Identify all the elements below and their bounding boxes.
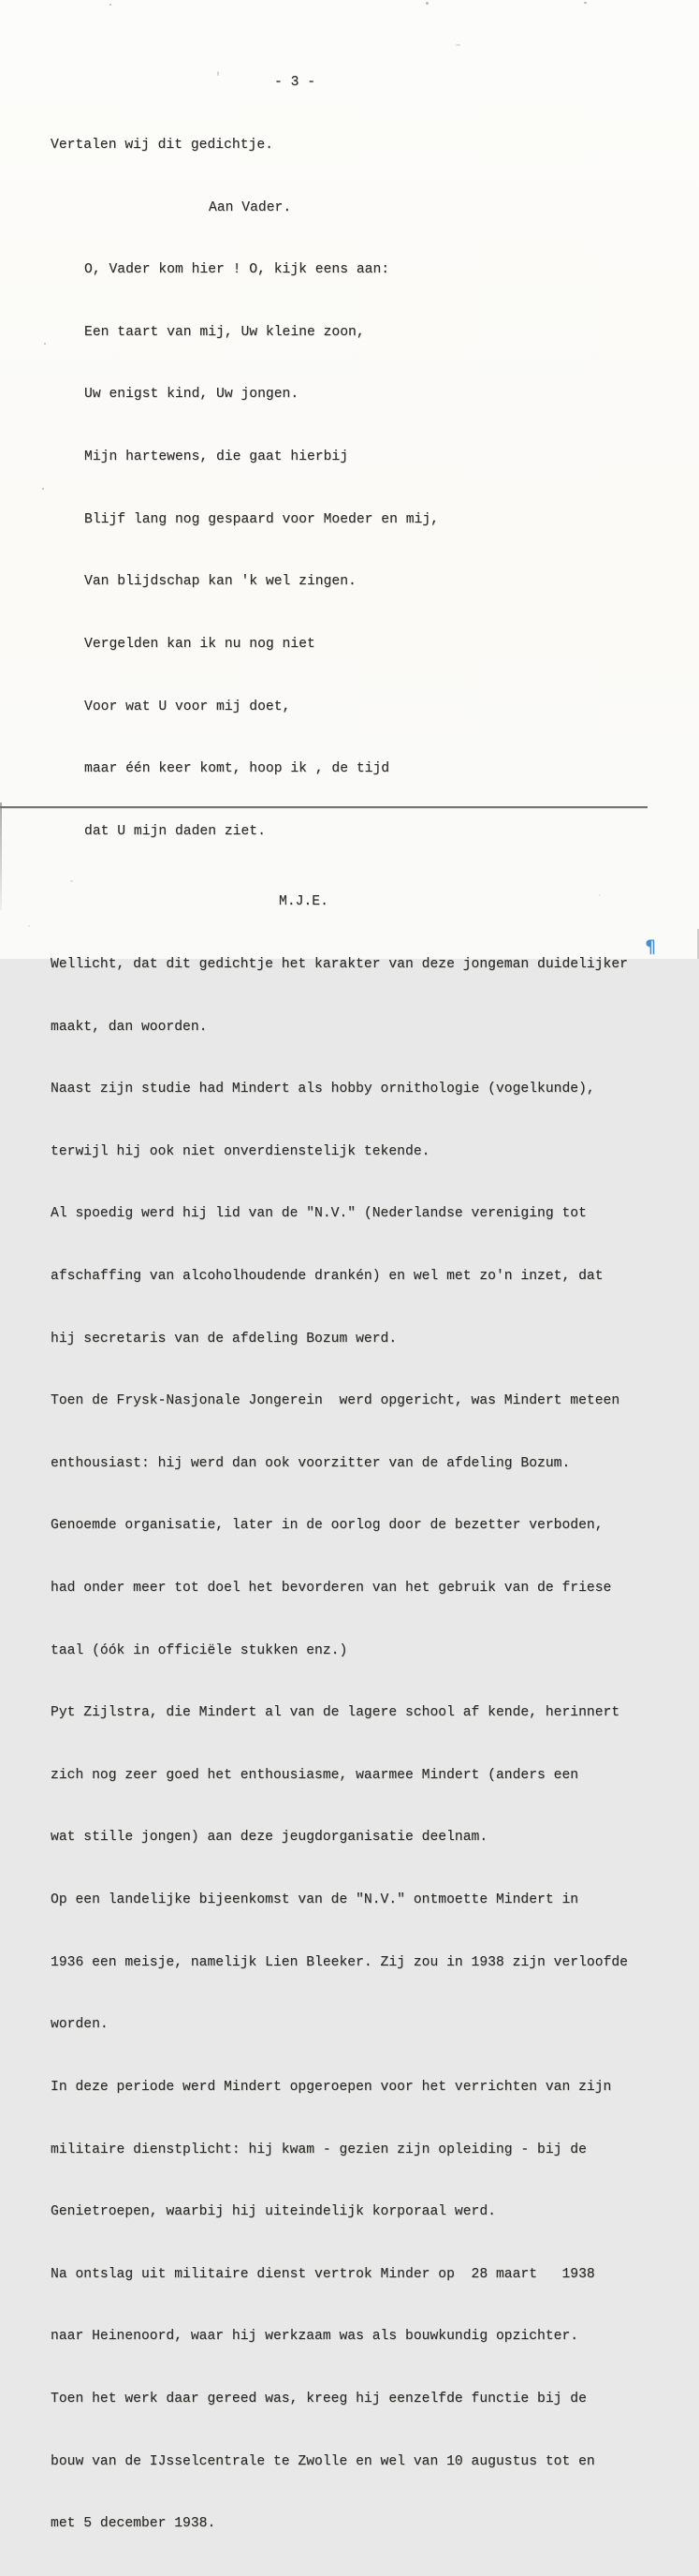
body-line: Al spoedig werd hij lid van de "N.V." (Nederlandse vereniging tot <box>51 1206 587 1222</box>
body-line: hij secretaris van de afdeling Bozum werd. <box>51 1331 398 1347</box>
scan-speck <box>42 488 44 490</box>
body-line: Genietroepen, waarbij hij uiteindelijk korporaal werd. <box>51 2204 496 2220</box>
poem-line: Voor wat U voor mij doet, <box>84 699 291 714</box>
body-line: terwijl hij ook niet onverdienstelijk tekende. <box>51 1143 430 1159</box>
scan-edge-left <box>0 802 2 910</box>
intro-line: Vertalen wij dit gedichtje. <box>51 138 273 154</box>
body-line: Toen de Frysk-Nasjonale Jongerein werd opgericht, was Mindert meteen <box>51 1393 620 1409</box>
body-line: Genoemde organisatie, later in de oorlog door de bezetter verboden, <box>51 1518 604 1534</box>
poem-line: dat U mijn daden ziet. <box>84 823 266 839</box>
body-line: 1936 een meisje, namelijk Lien Bleeker. Zij zou in 1938 zijn verloofde <box>51 1954 628 1970</box>
typewritten-text-column <box>51 31 668 2576</box>
scan-speck <box>426 2 429 5</box>
body-line: militaire dienstplicht: hij kwam - gezien zijn opleiding - bij de <box>51 2142 587 2157</box>
pilcrow-icon: ¶ <box>645 936 657 957</box>
scan-speck <box>44 343 46 345</box>
body-line: Wellicht, dat dit gedichtje het karakter van deze jongeman duidelijker <box>51 956 628 972</box>
scan-speck <box>584 2 587 4</box>
poem-title: Aan Vader. <box>209 199 292 215</box>
footer-line: met 5 december 1938. <box>51 2516 216 2532</box>
poem-line: Vergelden kan ik nu nog niet <box>84 636 315 652</box>
poem-line: Van blijdschap kan 'k wel zingen. <box>84 574 357 590</box>
scan-speck <box>70 880 73 882</box>
body-line: worden. <box>51 2017 109 2033</box>
poem-line: Blijf lang nog gespaard voor Moeder en mij, <box>84 511 439 527</box>
body-line: taal (óók in officiële stukken enz.) <box>51 1642 348 1658</box>
body-line: In deze periode werd Mindert opgeroepen voor het verrichten van zijn <box>51 2079 612 2095</box>
horizontal-separator-line <box>0 806 648 808</box>
footer-line: Toen het werk daar gereed was, kreeg hij eenzelfde functie bij de <box>51 2391 587 2407</box>
body-line: Pyt Zijlstra, die Mindert al van de lagere school af kende, herinnert <box>51 1705 620 1721</box>
poem-line: maar één keer komt, hoop ik , de tijd <box>84 761 390 777</box>
poem-line: O, Vader kom hier ! O, kijk eens aan: <box>84 262 390 278</box>
scan-speck <box>456 44 460 46</box>
body-line: enthousiast: hij werd dan ook voorzitter van de afdeling Bozum. <box>51 1455 571 1471</box>
body-line: maakt, dan woorden. <box>51 1019 208 1035</box>
poem-line: Uw enigst kind, Uw jongen. <box>84 387 299 403</box>
poem-signature: M.J.E. <box>279 894 328 910</box>
page-number: - 3 - <box>274 75 316 91</box>
scan-speck <box>109 4 111 6</box>
scan-speck <box>217 71 219 76</box>
body-line: Op een landelijke bijeenkomst van de "N.V." ontmoette Mindert in <box>51 1892 579 1908</box>
scan-speck <box>28 925 30 927</box>
poem-line: Een taart van mij, Uw kleine zoon, <box>84 324 365 340</box>
body-line: naar Heinenoord, waar hij werkzaam was als bouwkundig opzichter. <box>51 2329 579 2345</box>
body-line: Naast zijn studie had Mindert als hobby ornithologie (vogelkunde), <box>51 1082 595 1097</box>
body-line: wat stille jongen) aan deze jeugdorganisatie deelnam. <box>51 1830 488 1846</box>
body-line: Na ontslag uit militaire dienst vertrok Minder op 28 maart 1938 <box>51 2266 595 2282</box>
poem-line: Mijn hartewens, die gaat hierbij <box>84 449 349 465</box>
footer-line: bouw van de IJsselcentrale te Zwolle en wel van 10 augustus tot en <box>51 2453 595 2469</box>
scan-speck <box>599 894 601 896</box>
body-line: afschaffing van alcoholhoudende drankén) en wel met zo'n inzet, dat <box>51 1268 604 1284</box>
body-line: zich nog zeer goed het enthousiasme, waarmee Mindert (anders een <box>51 1767 579 1783</box>
body-line: had onder meer tot doel het bevorderen van het gebruik van de friese <box>51 1581 612 1597</box>
